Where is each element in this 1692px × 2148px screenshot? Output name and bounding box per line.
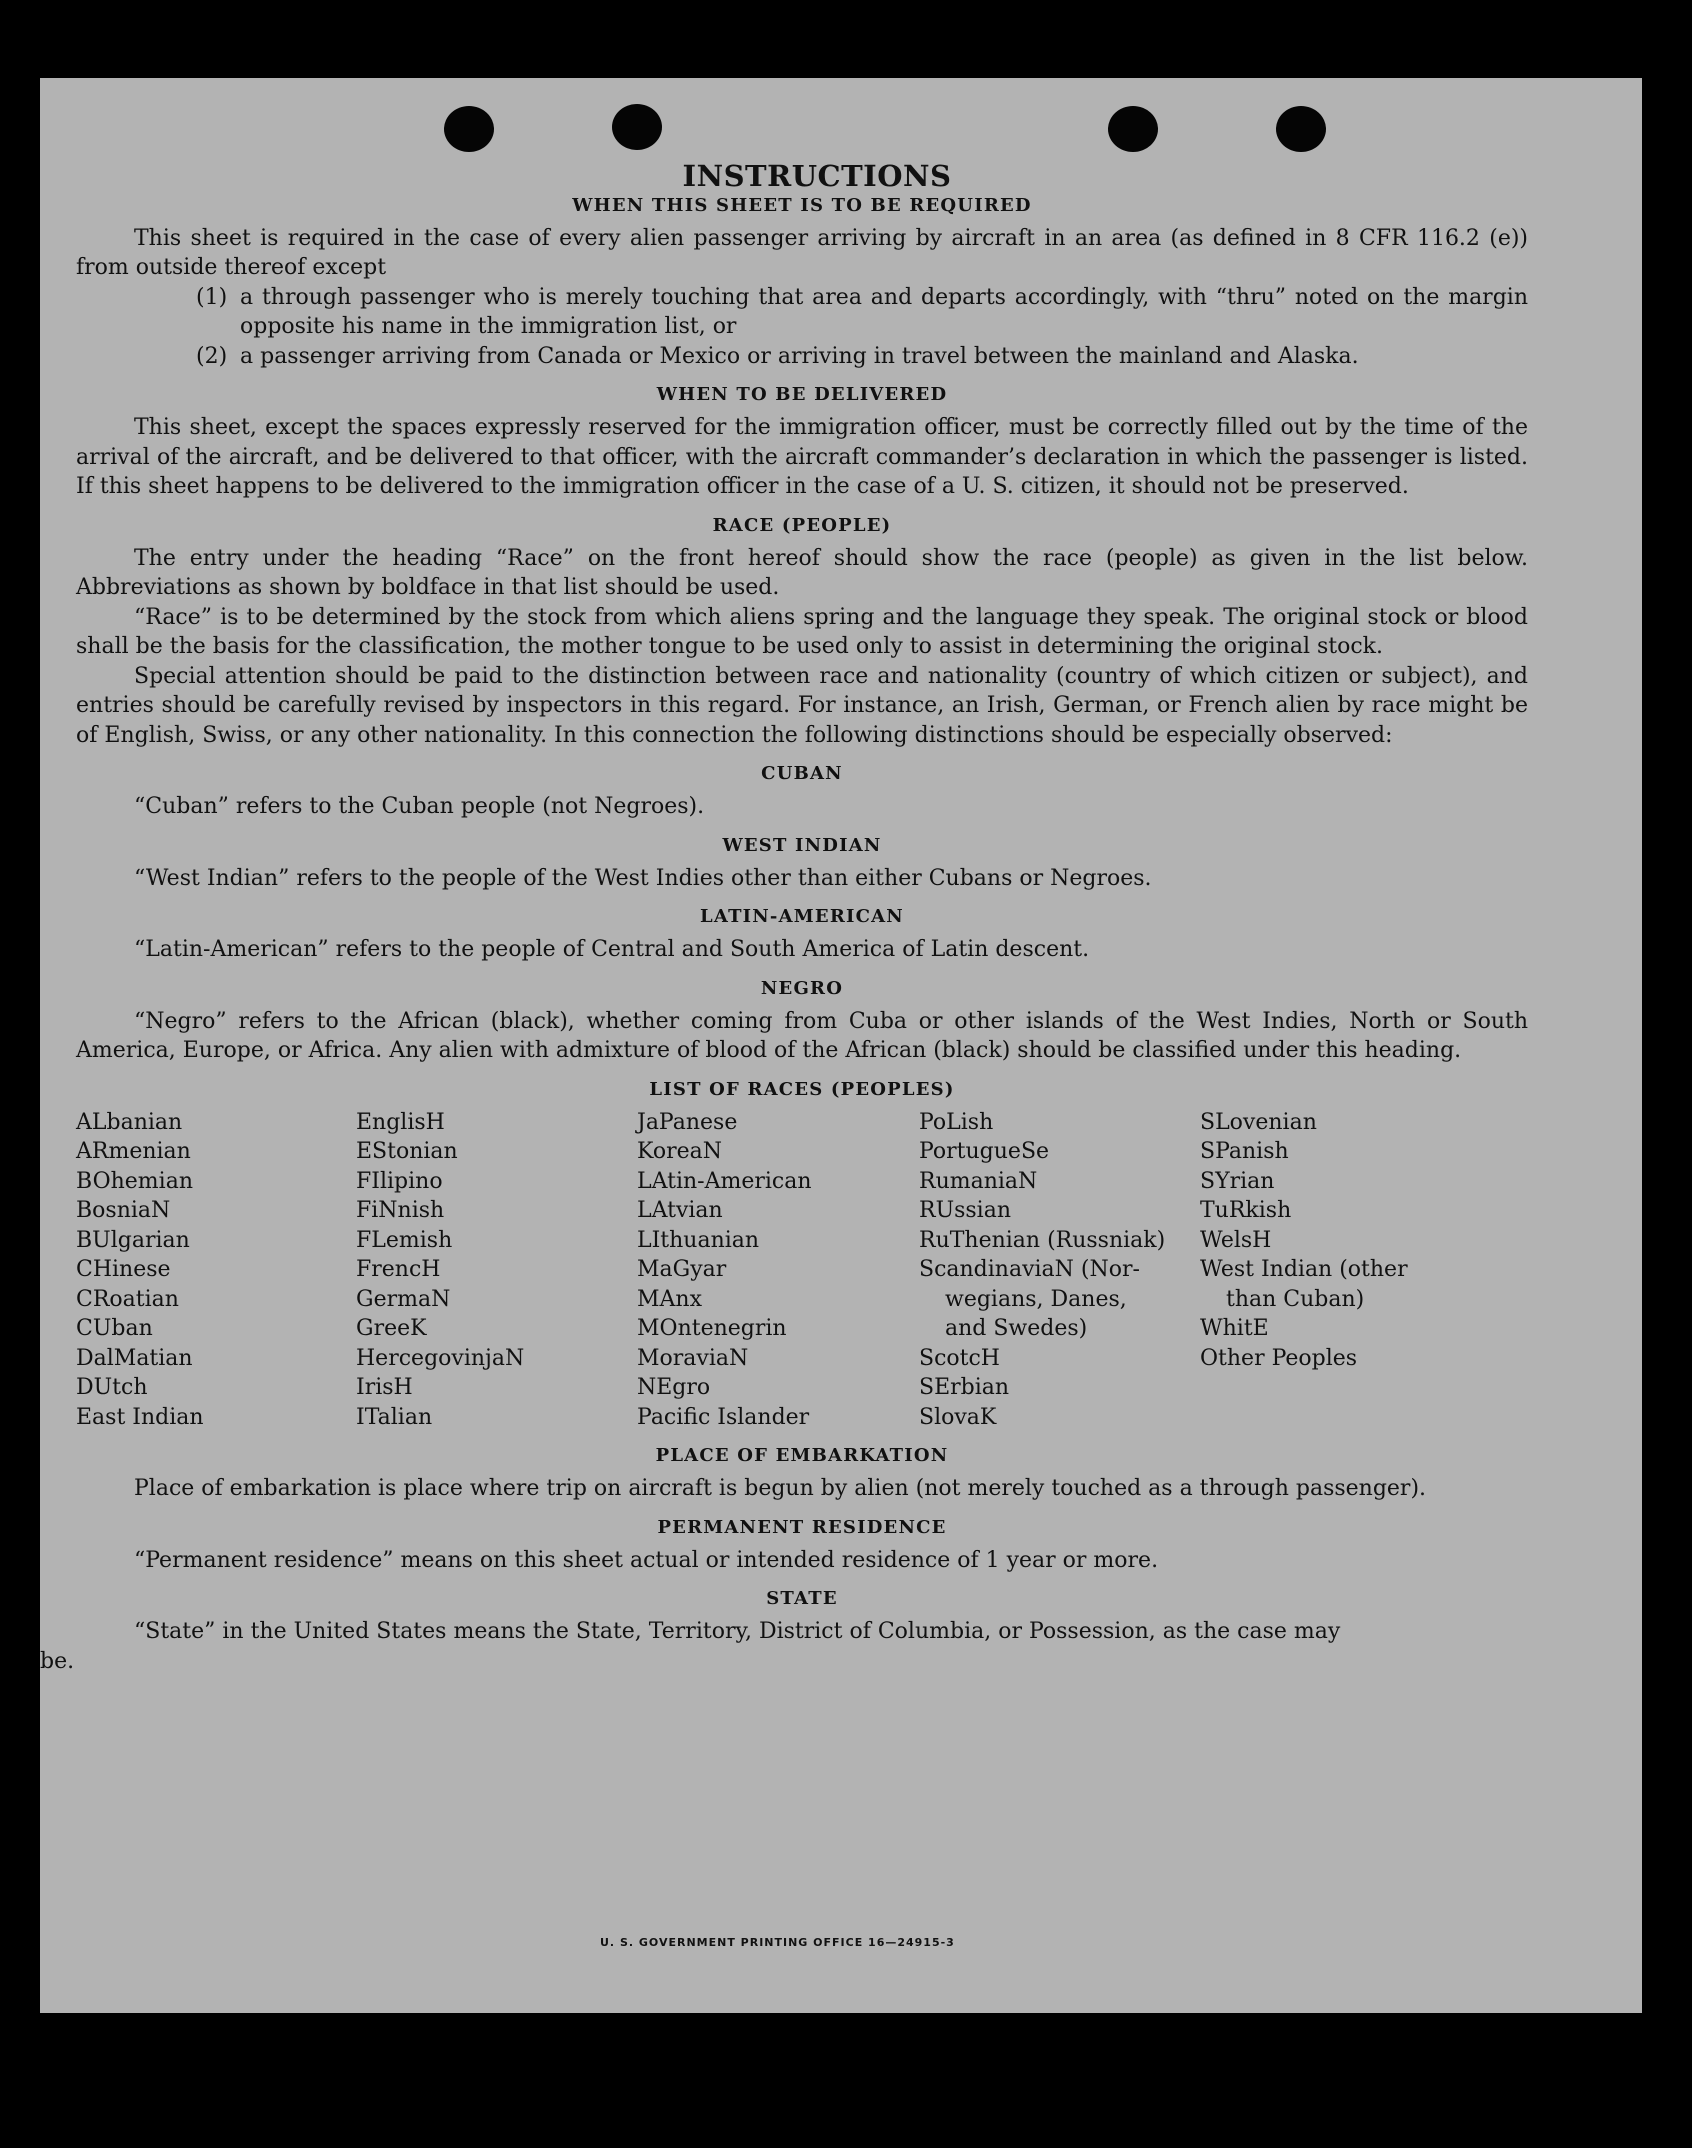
race-entry-continued: and Swedes) [945, 1316, 1088, 1341]
section-heading-cuban: CUBAN [761, 763, 843, 784]
race-entry: PoLish [919, 1109, 994, 1135]
negro-text: “Negro” refers to the African (black), whether coming from Cuba or other islands of the West Indies, North or South America, Europe, or Africa. Any alien with admixture of blood of the African (black) should be classified under this heading. [76, 1008, 1528, 1063]
race-entry: BOhemian [76, 1168, 193, 1194]
punch-hole [444, 106, 494, 152]
race-entry: RuThenian (Russniak) [919, 1227, 1166, 1253]
race-entry: East Indian [76, 1404, 204, 1430]
section-heading-when-required: WHEN THIS SHEET IS TO BE REQUIRED [572, 194, 1032, 216]
race-entry: RUssian [919, 1198, 1012, 1223]
cuban-text: “Cuban” refers to the Cuban people (not Negroes). [134, 794, 705, 819]
when-delivered-text: This sheet, except the spaces expressly reserved for the immigration officer, must be correctly filled out by the time of the arrival of the aircraft, and be delivered to that officer, with the aircraft commander’s declaration in which the passenger is listed. If this sheet happens to be delivered to the immigration officer in the case of a U. S. citizen, it should not be preserved. [76, 415, 1528, 499]
race-entry: ARmenian [76, 1139, 191, 1164]
race-entry: GreeK [356, 1316, 427, 1341]
race-entry: FIlipino [356, 1168, 443, 1194]
section-heading-race: RACE (PEOPLE) [712, 514, 892, 536]
race-entry: MAnx [637, 1286, 702, 1312]
races-column-2 [356, 1108, 637, 1433]
race-entry: DalMatian [76, 1345, 193, 1371]
page-title: INSTRUCTIONS [682, 159, 952, 193]
punch-hole [612, 104, 662, 150]
race-entry: EnglisH [356, 1109, 445, 1135]
printing-office-footer: U. S. GOVERNMENT PRINTING OFFICE 16—24915-3 [600, 1936, 955, 1949]
item-text: a through passenger who is merely touching that area and departs accordingly, with “thru” noted on the margin opposite his name in the immigration list, or [240, 284, 1528, 339]
race-entry: MOntenegrin [637, 1316, 787, 1341]
race-entry: WhitE [1200, 1316, 1269, 1341]
section-heading-when-delivered: WHEN TO BE DELIVERED [656, 384, 948, 405]
race-entry: SlovaK [919, 1404, 997, 1430]
when-required-intro: This sheet is required in the case of every alien passenger arriving by aircraft in an area (as defined in 8 CFR 116.2 (e)) from outside thereof except [76, 225, 1528, 280]
races-column-4 [919, 1108, 1200, 1433]
races-column-3 [637, 1108, 919, 1433]
race-entry: SPanish [1200, 1139, 1289, 1164]
document-sheet [40, 78, 1642, 2013]
race-entry: KoreaN [637, 1139, 722, 1164]
race-entry: TuRkish [1200, 1198, 1292, 1223]
punch-hole [1276, 106, 1326, 152]
section-heading-latin-american: LATIN-AMERICAN [700, 906, 904, 927]
exceptions-list [76, 283, 1528, 372]
race-entry: Pacific Islander [637, 1404, 810, 1430]
instructions-content [40, 159, 1528, 1676]
latin-american-text: “Latin-American” refers to the people of Central and South America of Latin descent. [134, 937, 1090, 962]
race-entry: CHinese [76, 1257, 171, 1282]
race-entry: FrencH [356, 1257, 441, 1282]
race-entry: DUtch [76, 1375, 148, 1400]
races-column-1 [76, 1108, 356, 1433]
race-entry: ScotcH [919, 1345, 1000, 1371]
races-column-5 [1200, 1108, 1480, 1433]
item-number: (1) [196, 284, 228, 310]
race-entry-continued: wegians, Danes, [945, 1286, 1127, 1312]
race-entry: BUlgarian [76, 1227, 190, 1253]
section-heading-residence: PERMANENT RESIDENCE [657, 1516, 947, 1538]
race-entry: CRoatian [76, 1286, 179, 1312]
race-entry: Other Peoples [1200, 1345, 1358, 1371]
race-entry: PortugueSe [919, 1139, 1050, 1164]
west-indian-text: “West Indian” refers to the people of the West Indies other than either Cubans or Negroes. [134, 865, 1152, 891]
race-entry: FLemish [356, 1227, 453, 1253]
item-number: (2) [196, 343, 228, 369]
race-entry-continued: than Cuban) [1226, 1286, 1365, 1312]
state-text: “State” in the United States means the State, Territory, District of Columbia, or Possession, as the case may [134, 1619, 1341, 1644]
section-heading-embarkation: PLACE OF EMBARKATION [655, 1445, 949, 1466]
race-entry: WelsH [1200, 1227, 1272, 1253]
race-entry: West Indian (other [1200, 1257, 1408, 1282]
race-entry: CUban [76, 1316, 153, 1341]
race-entry: JaPanese [637, 1109, 738, 1135]
race-entry: SYrian [1200, 1168, 1275, 1194]
list-item [196, 342, 1528, 372]
race-entry: MaGyar [637, 1257, 727, 1282]
race-entry: FiNnish [356, 1198, 445, 1223]
race-entry: BosniaN [76, 1198, 171, 1223]
item-text: a passenger arriving from Canada or Mexico or arriving in travel between the mainland and Alaska. [240, 343, 1359, 369]
race-paragraph-1: The entry under the heading “Race” on the front hereof should show the race (people) as given in the list below. Abbreviations as shown by boldface in that list should be used. [76, 545, 1528, 600]
race-entry: LAtvian [637, 1198, 723, 1223]
race-entry: RumaniaN [919, 1168, 1038, 1194]
section-heading-west-indian: WEST INDIAN [722, 834, 882, 856]
race-entry: ALbanian [76, 1109, 183, 1135]
section-heading-list-of-races: LIST OF RACES (PEOPLES) [649, 1078, 955, 1100]
section-heading-negro: NEGRO [760, 977, 844, 999]
race-entry: LIthuanian [637, 1227, 760, 1253]
section-heading-state: STATE [766, 1588, 838, 1609]
race-entry: ITalian [356, 1404, 433, 1430]
race-entry: GermaN [356, 1286, 451, 1312]
race-entry: SLovenian [1200, 1109, 1317, 1135]
race-entry: LAtin-American [637, 1168, 812, 1194]
embarkation-text: Place of embarkation is place where trip on aircraft is begun by alien (not merely touched as a through passenger). [134, 1476, 1427, 1501]
race-entry: ScandinaviaN (Nor- [919, 1257, 1140, 1282]
race-entry: EStonian [356, 1139, 458, 1164]
punch-hole [1108, 106, 1158, 152]
race-entry: NEgro [637, 1375, 711, 1400]
residence-text: “Permanent residence” means on this sheet actual or intended residence of 1 year or more. [134, 1547, 1159, 1573]
race-paragraph-2: “Race” is to be determined by the stock from which aliens spring and the language they speak. The original stock or blood shall be the basis for the classification, the mother tongue to be used only to assist in determining the original stock. [76, 604, 1528, 659]
race-paragraph-3: Special attention should be paid to the distinction between race and nationality (country of which citizen or subject), and entries should be carefully revised by inspectors in this regard. For instance, an Irish, German, or French alien by race might be of English, Swiss, or any other nationality. In this connection the following distinctions should be especially observed: [76, 663, 1528, 748]
race-entry: MoraviaN [637, 1345, 749, 1371]
race-entry: HercegovinjaN [356, 1345, 525, 1371]
races-table [76, 1108, 1528, 1433]
race-entry: IrisH [356, 1375, 413, 1400]
list-item [196, 283, 1528, 342]
state-text-tail: be. [40, 1648, 75, 1674]
race-entry: SErbian [919, 1375, 1010, 1400]
